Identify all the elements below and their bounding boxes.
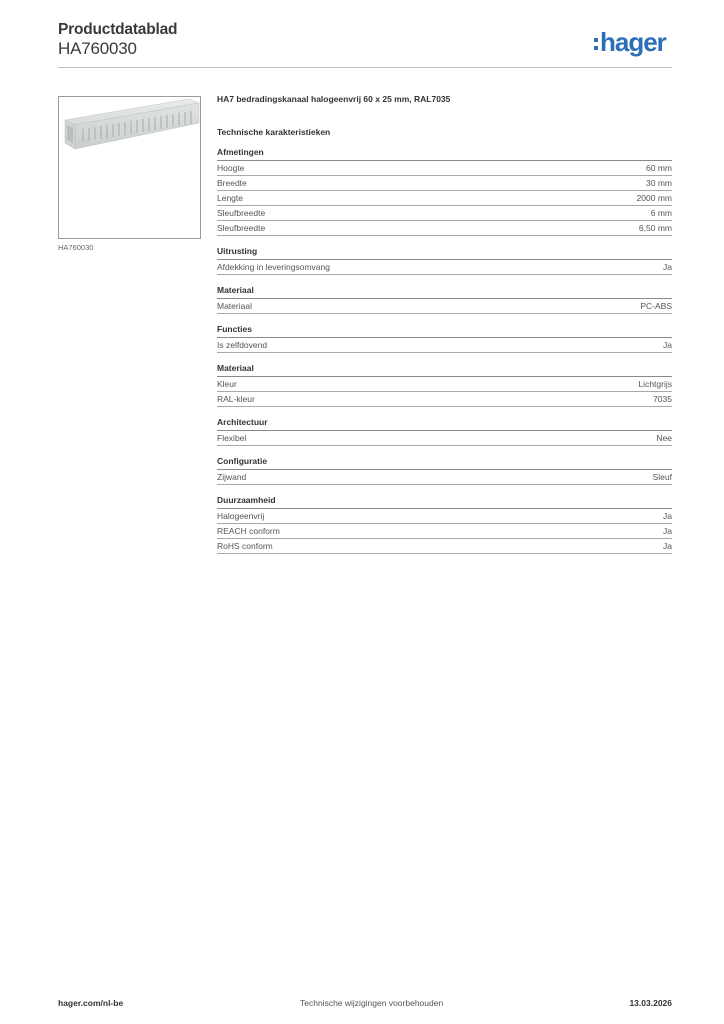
spec-group	[217, 147, 672, 236]
spec-value: Ja	[663, 262, 672, 272]
spec-label: Sleufbreedte	[217, 223, 266, 233]
spec-row	[217, 161, 672, 176]
spec-section	[217, 94, 672, 554]
spec-row	[217, 539, 672, 554]
spec-group-title: Materiaal	[217, 363, 672, 377]
footer-notice: Technische wijzigingen voorbehouden	[300, 998, 444, 1008]
spec-row	[217, 524, 672, 539]
spec-row	[217, 260, 672, 275]
spec-value: 6,50 mm	[638, 223, 672, 233]
product-code: HA760030	[58, 39, 137, 58]
cable-duct-image	[58, 96, 201, 239]
spec-groups	[217, 147, 672, 554]
spec-label: Lengte	[217, 193, 243, 203]
footer-date: 13.03.2026	[629, 998, 672, 1008]
spec-value: 6 mm	[650, 208, 672, 218]
spec-row	[217, 377, 672, 392]
spec-value: 30 mm	[646, 178, 672, 188]
hager-logo	[594, 27, 666, 57]
spec-group	[217, 324, 672, 353]
spec-label: Is zelfdovend	[217, 340, 268, 350]
spec-value: Ja	[663, 526, 672, 536]
product-name: HA7 bedradingskanaal halogeenvrij 60 x 25 mm, RAL7035	[217, 94, 451, 104]
logo-dots-icon	[594, 38, 598, 50]
image-caption: HA760030	[58, 243, 94, 252]
spec-group-title: Functies	[217, 324, 672, 338]
spec-label: Materiaal	[217, 301, 252, 311]
spec-group-title: Uitrusting	[217, 246, 672, 260]
spec-row	[217, 221, 672, 236]
logo-text: hager	[600, 27, 666, 57]
cable-duct-icon	[59, 97, 200, 238]
spec-label: Sleufbreedte	[217, 208, 266, 218]
spec-label: REACH conform	[217, 526, 280, 536]
spec-value: Lichtgrijs	[638, 379, 672, 389]
spec-label: Halogeenvrij	[217, 511, 265, 521]
spec-row	[217, 431, 672, 446]
spec-label: Breedte	[217, 178, 247, 188]
spec-value: Ja	[663, 340, 672, 350]
spec-label: RAL-kleur	[217, 394, 255, 404]
spec-row	[217, 470, 672, 485]
spec-group	[217, 285, 672, 314]
spec-row	[217, 392, 672, 407]
spec-value: Nee	[656, 433, 672, 443]
spec-value: 2000 mm	[636, 193, 672, 203]
spec-value: Ja	[663, 541, 672, 551]
spec-row	[217, 299, 672, 314]
spec-group-title: Materiaal	[217, 285, 672, 299]
footer-website-link[interactable]: hager.com/nl-be	[58, 998, 124, 1008]
spec-row	[217, 191, 672, 206]
spec-label: Afdekking in leveringsomvang	[217, 262, 330, 272]
page-title: Productdatablad	[58, 21, 178, 38]
spec-group	[217, 495, 672, 554]
spec-group	[217, 417, 672, 446]
spec-group	[217, 456, 672, 485]
spec-group	[217, 363, 672, 407]
tech-heading: Technische karakteristieken	[217, 127, 331, 137]
spec-group-title: Duurzaamheid	[217, 495, 672, 509]
spec-group-title: Afmetingen	[217, 147, 672, 161]
header-divider	[58, 67, 672, 68]
spec-label: Zijwand	[217, 472, 247, 482]
spec-row	[217, 206, 672, 221]
spec-value: Sleuf	[652, 472, 672, 482]
spec-group-title: Architectuur	[217, 417, 672, 431]
spec-row	[217, 338, 672, 353]
spec-group-title: Configuratie	[217, 456, 672, 470]
spec-label: RoHS conform	[217, 541, 273, 551]
spec-label: Flexibel	[217, 433, 247, 443]
spec-value: 7035	[653, 394, 672, 404]
spec-value: 60 mm	[646, 163, 672, 173]
spec-value: Ja	[663, 511, 672, 521]
spec-value: PC-ABS	[640, 301, 672, 311]
spec-label: Kleur	[217, 379, 237, 389]
spec-label: Hoogte	[217, 163, 245, 173]
spec-group	[217, 246, 672, 275]
spec-row	[217, 176, 672, 191]
spec-row	[217, 509, 672, 524]
